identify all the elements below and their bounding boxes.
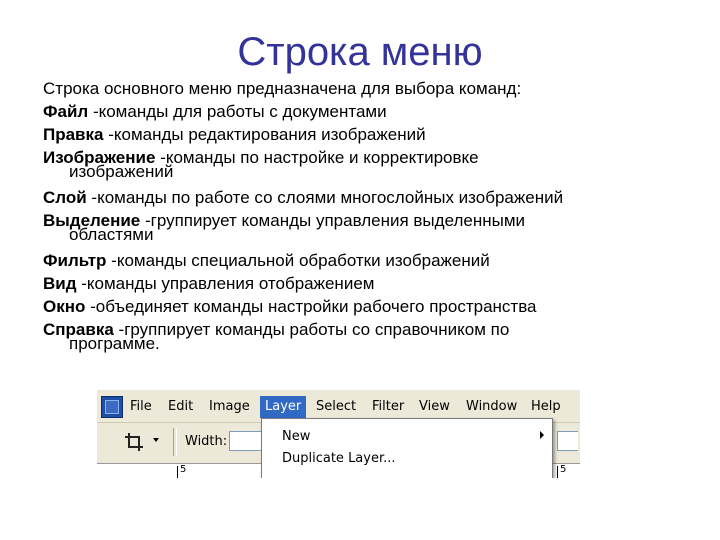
cont-image: изображений xyxy=(69,162,174,181)
menu-view[interactable]: View xyxy=(419,399,450,414)
ruler-label: 5 xyxy=(180,464,187,475)
term-filter: Фильтр xyxy=(43,251,107,270)
height-input[interactable] xyxy=(557,431,578,451)
slide-body xyxy=(43,77,693,358)
desc-edit: -команды редактирования изображений xyxy=(103,125,426,144)
term-window: Окно xyxy=(43,297,86,316)
ruler-tick xyxy=(557,466,558,478)
cont-help: программе. xyxy=(69,334,160,353)
desc-view: -команды управления отображением xyxy=(76,274,375,293)
term-select: Выделение xyxy=(43,211,141,230)
submenu-arrow-icon xyxy=(540,431,544,439)
menu-select[interactable]: Select xyxy=(316,399,357,414)
term-edit: Правка xyxy=(43,125,104,144)
menu-layer[interactable]: Layer xyxy=(260,396,306,418)
slide-title: Строка меню xyxy=(237,30,483,74)
layer-dropdown-menu xyxy=(261,418,553,478)
desc-window: -объединяет команды настройки рабочего пространства xyxy=(85,297,537,316)
list-item-edit xyxy=(43,123,693,146)
list-item-file xyxy=(43,100,693,123)
photoshop-screenshot xyxy=(97,390,580,478)
desc-image: -команды по настройке и корректировке xyxy=(155,148,479,167)
menu-item-new[interactable]: New xyxy=(282,429,311,444)
desc-select: -группирует команды управления выделенными xyxy=(140,211,526,230)
list-item-layer xyxy=(43,186,693,209)
toolbar-separator xyxy=(173,428,177,456)
list-item-filter xyxy=(43,249,693,272)
menu-filter[interactable]: Filter xyxy=(372,399,405,414)
width-label: Width: xyxy=(185,434,228,449)
menu-file[interactable]: File xyxy=(130,399,152,414)
term-image: Изображение xyxy=(43,148,156,167)
ruler-label: 5 xyxy=(560,464,567,475)
menu-edit[interactable]: Edit xyxy=(168,399,194,414)
list-item-view xyxy=(43,272,693,295)
menu-window[interactable]: Window xyxy=(466,399,518,414)
term-layer: Слой xyxy=(43,188,87,207)
desc-layer: -команды по работе со слоями многослойных изображений xyxy=(86,188,564,207)
term-file: Файл xyxy=(43,102,89,121)
cont-select: областями xyxy=(69,225,154,244)
intro-text: Строка основного меню предназначена для выбора команд: xyxy=(43,79,522,98)
crop-icon[interactable] xyxy=(123,431,145,453)
desc-filter: -команды специальной обработки изображений xyxy=(106,251,490,270)
photoshop-logo-icon xyxy=(101,396,123,418)
term-view: Вид xyxy=(43,274,77,293)
dropdown-arrow-icon[interactable] xyxy=(153,438,159,442)
desc-help: -группирует команды работы со справочником по xyxy=(113,320,510,339)
list-item-window xyxy=(43,295,693,318)
menu-item-duplicate-layer[interactable]: Duplicate Layer... xyxy=(282,451,396,466)
menu-help[interactable]: Help xyxy=(531,399,561,414)
desc-file: -команды для работы с документами xyxy=(88,102,387,121)
term-help: Справка xyxy=(43,320,114,339)
menu-image[interactable]: Image xyxy=(209,399,250,414)
ruler-tick xyxy=(177,466,178,478)
